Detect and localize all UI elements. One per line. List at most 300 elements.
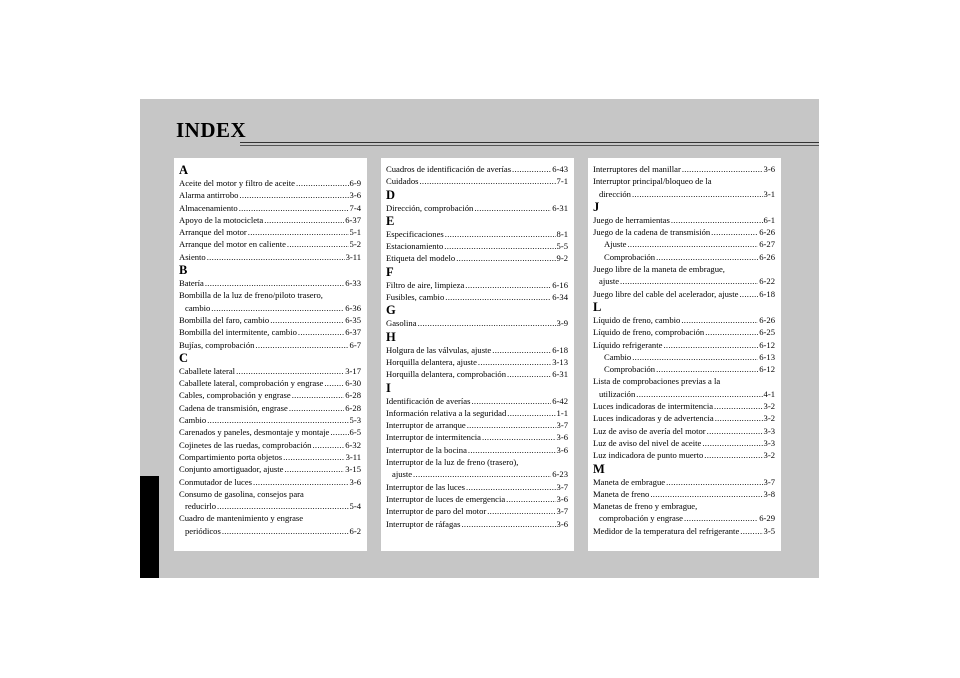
index-entry-text: Especificaciones — [386, 228, 444, 239]
index-entry — [386, 279, 568, 291]
index-entry-page: 6-36 — [345, 302, 361, 313]
index-letter-heading: B — [179, 263, 188, 278]
index-entry — [386, 240, 568, 252]
index-entry-text: Interruptores del manillar — [593, 164, 681, 174]
dot-leader — [222, 525, 349, 537]
index-entry-text: Interruptor de arranque — [386, 420, 466, 431]
index-entry — [386, 368, 568, 380]
dot-leader — [467, 419, 556, 431]
dot-leader — [239, 189, 348, 201]
index-entry-page: 6-23 — [552, 469, 568, 480]
index-entry-page: 6-26 — [759, 251, 775, 262]
index-entry-text: reducirlo — [185, 501, 217, 512]
dot-leader — [419, 175, 555, 187]
dot-leader — [682, 163, 763, 175]
index-entry-text: Cables, comprobación y engrase — [179, 390, 291, 401]
dot-leader — [711, 226, 758, 238]
index-entry — [179, 202, 361, 214]
index-entry-text: cambio — [185, 302, 211, 313]
dot-leader — [705, 326, 758, 338]
index-entry-text: Interruptor de paro del motor — [386, 506, 487, 517]
index-entry — [179, 414, 361, 426]
index-entry — [386, 163, 568, 175]
index-entry-page: 6-7 — [349, 339, 361, 350]
dot-leader — [466, 481, 556, 493]
index-entry-page: 6-5 — [349, 427, 361, 438]
dot-leader — [507, 407, 555, 419]
dot-leader — [507, 368, 551, 380]
title-rule-thin — [240, 145, 819, 146]
dot-leader — [704, 449, 762, 461]
index-entry-text: Maneta de embrague — [593, 476, 666, 487]
index-entry-text: Luces indicadoras de intermitencia — [593, 401, 714, 412]
index-entry-page: 7-1 — [556, 176, 568, 187]
index-entry — [179, 439, 361, 451]
index-entry-text: Comprobación — [604, 251, 656, 262]
index-entry-text: Asiento — [179, 251, 206, 262]
section-tab — [140, 476, 159, 578]
index-letter-heading: A — [179, 163, 189, 177]
dot-leader — [715, 412, 763, 424]
index-entry-page: 7-4 — [349, 202, 361, 213]
index-entry-text: Líquido refrigerante — [593, 339, 663, 350]
index-entry — [179, 365, 361, 377]
index-entry-text: Arranque del motor — [179, 227, 247, 238]
dot-leader — [465, 279, 551, 291]
dot-leader — [487, 505, 555, 517]
index-entry — [179, 326, 361, 338]
index-entry-page: 3-9 — [556, 318, 568, 329]
dot-leader — [740, 525, 762, 537]
index-entry-text: Compartimiento porta objetos — [179, 451, 283, 462]
index-entry — [179, 238, 361, 250]
index-entry — [593, 238, 775, 250]
index-entry-page: 5-2 — [349, 239, 361, 250]
index-entry-text: Bombilla del intermitente, cambio — [179, 327, 297, 338]
index-entry — [386, 431, 568, 443]
index-entry-page: 6-37 — [345, 327, 361, 338]
index-entry-page: 5-1 — [349, 227, 361, 238]
index-entry-text: Aceite del motor y filtro de aceite — [179, 178, 295, 188]
index-entry-text: Cambio — [179, 415, 207, 426]
dot-leader — [482, 431, 556, 443]
dot-leader — [632, 188, 763, 200]
index-entry — [593, 437, 775, 449]
index-entry-page: 3-6 — [556, 518, 568, 529]
index-entry — [179, 451, 361, 463]
index-entry-text: Conjunto amortiguador, ajuste — [179, 464, 284, 475]
dot-leader — [324, 377, 344, 389]
index-column-3 — [588, 158, 781, 551]
title-rule — [240, 142, 819, 143]
index-entry — [386, 228, 568, 240]
index-entry — [179, 277, 361, 289]
index-entry — [179, 302, 361, 314]
index-entry-page: 6-1 — [763, 214, 775, 225]
index-entry — [386, 356, 568, 368]
index-entry-text: utilización — [599, 388, 636, 399]
index-entry-page: 9-2 — [556, 253, 568, 264]
index-entry-text: Luz de aviso del nivel de aceite — [593, 437, 702, 448]
index-column-2 — [381, 158, 574, 551]
index-entry-page: 5-4 — [349, 501, 361, 512]
dot-leader — [253, 476, 349, 488]
index-entry-page: 3-11 — [345, 451, 361, 462]
index-entry-head: Bombilla de la luz de freno/piloto trasero, — [179, 290, 323, 301]
dot-leader — [471, 395, 551, 407]
index-entry — [593, 288, 775, 300]
dot-leader — [684, 512, 758, 524]
index-entry — [593, 388, 775, 400]
index-entry — [593, 251, 775, 263]
dot-leader — [239, 202, 349, 214]
dot-leader — [627, 238, 758, 250]
index-entry — [179, 525, 361, 537]
index-entry-text: Interruptor de ráfagas — [386, 518, 461, 529]
index-entry-text: Batería — [179, 278, 204, 289]
index-entry-head: Manetas de freno y embrague, — [593, 501, 698, 512]
dot-leader — [636, 388, 762, 400]
index-entry-page: 3-1 — [763, 188, 775, 199]
index-entry-page: 3-17 — [345, 365, 361, 376]
index-entry-page: 6-27 — [759, 239, 775, 250]
index-entry-text: periódicos — [185, 525, 221, 536]
index-entry-page: 3-7 — [556, 506, 568, 517]
index-entry-text: ajuste — [599, 276, 620, 287]
index-entry-text: Interruptor de las luces — [386, 481, 465, 492]
dot-leader — [284, 463, 344, 475]
index-entry — [593, 326, 775, 338]
dot-leader — [506, 493, 555, 505]
page-title: INDEX — [176, 118, 247, 142]
index-entry-page: 6-37 — [345, 214, 361, 225]
index-entry-page: 3-6 — [763, 164, 775, 174]
index-entry-page: 6-25 — [759, 327, 775, 338]
dot-leader — [468, 444, 556, 456]
index-entry-head: Interruptor de la luz de freno (trasero), — [386, 457, 519, 468]
index-entry-text: comprobación y engrase — [599, 513, 683, 524]
index-entry-page: 6-26 — [759, 314, 775, 325]
index-entry-page: 6-42 — [552, 395, 568, 406]
index-entry-page: 3-5 — [763, 525, 775, 536]
index-entry-text: Almacenamiento — [179, 202, 238, 213]
dot-leader — [445, 291, 551, 303]
index-entry-text: Conmutador de luces — [179, 476, 253, 487]
index-entry — [386, 468, 568, 480]
index-entry — [593, 214, 775, 226]
index-entry-text: Medidor de la temperatura del refrigerante — [593, 525, 740, 536]
index-letter-heading: M — [593, 461, 605, 476]
index-entry — [593, 339, 775, 351]
dot-leader — [298, 326, 344, 338]
index-entry — [386, 505, 568, 517]
index-entry — [593, 488, 775, 500]
index-entry-page: 6-31 — [552, 202, 568, 213]
index-entry — [593, 512, 775, 524]
dot-leader — [512, 163, 551, 175]
index-entry-head: Consumo de gasolina, consejos para — [179, 488, 304, 499]
index-entry-page: 5-5 — [556, 241, 568, 252]
index-entry-page: 6-30 — [345, 378, 361, 389]
dot-leader — [289, 402, 344, 414]
index-entry-page: 3-2 — [763, 413, 775, 424]
index-entry-page: 1-1 — [556, 407, 568, 418]
index-entry-page: 3-8 — [763, 488, 775, 499]
dot-leader — [456, 252, 555, 264]
index-entry-text: ajuste — [392, 469, 413, 480]
index-letter-heading: C — [179, 350, 189, 365]
index-letter-heading: E — [386, 213, 395, 228]
dot-leader — [270, 314, 344, 326]
dot-leader — [283, 451, 344, 463]
index-entry-page: 3-2 — [763, 401, 775, 412]
index-entry — [593, 226, 775, 238]
dot-leader — [707, 425, 763, 437]
index-entry-head: Juego libre de la maneta de embrague, — [593, 264, 725, 275]
index-entry-page: 3-15 — [345, 464, 361, 475]
index-entry-text: Juego libre del cable del acelerador, ajuste — [593, 288, 739, 299]
index-letter-heading: J — [593, 199, 600, 214]
index-entry-page: 4-1 — [763, 388, 775, 399]
dot-leader — [461, 518, 555, 530]
index-entry-page: 6-34 — [552, 292, 568, 303]
index-entry — [179, 377, 361, 389]
dot-leader — [207, 251, 345, 263]
index-entry-page: 3-3 — [763, 437, 775, 448]
dot-leader — [255, 339, 348, 351]
index-entry-text: Alarma antirrobo — [179, 190, 239, 201]
index-entry-text: Cojinetes de las ruedas, comprobación — [179, 439, 312, 450]
dot-leader — [248, 226, 349, 238]
index-entry-page: 6-43 — [552, 164, 568, 174]
index-entry-text: Etiqueta del modelo — [386, 253, 456, 264]
index-entry — [593, 449, 775, 461]
index-entry — [179, 500, 361, 512]
index-entry-text: Bombilla del faro, cambio — [179, 314, 270, 325]
index-entry — [386, 291, 568, 303]
index-entry — [179, 214, 361, 226]
index-entry-text: Cuidados — [386, 176, 419, 187]
index-entry-page: 5-3 — [349, 415, 361, 426]
index-entry — [593, 314, 775, 326]
index-entry — [386, 444, 568, 456]
dot-leader — [445, 228, 556, 240]
index-entry — [593, 351, 775, 363]
index-entry-page: 3-6 — [556, 493, 568, 504]
dot-leader — [330, 426, 348, 438]
dot-leader — [287, 238, 349, 250]
index-entry — [386, 407, 568, 419]
index-entry-page: 3-2 — [763, 450, 775, 461]
index-entry-page: 6-22 — [759, 276, 775, 287]
index-entry-text: Interruptor de luces de emergencia — [386, 493, 506, 504]
index-entry-text: Horquilla delantera, ajuste — [386, 356, 477, 367]
index-entry-page: 6-33 — [345, 278, 361, 289]
index-entry-text: Juego de herramientas — [593, 214, 670, 225]
index-entry-text: Luz indicadora de punto muerto — [593, 450, 704, 461]
index-entry — [179, 476, 361, 488]
index-entry-text: Holgura de las válvulas, ajuste — [386, 344, 492, 355]
index-letter-heading: G — [386, 303, 396, 318]
dot-leader — [207, 414, 348, 426]
index-entry-text: Luces indicadoras y de advertencia — [593, 413, 714, 424]
index-entry — [386, 493, 568, 505]
index-entry-page: 6-28 — [345, 402, 361, 413]
index-entry-page: 3-3 — [763, 425, 775, 436]
index-entry — [179, 463, 361, 475]
dot-leader — [620, 275, 758, 287]
index-entry-page: 6-16 — [552, 279, 568, 290]
index-entry-page: 3-7 — [556, 420, 568, 431]
dot-leader — [492, 344, 551, 356]
index-entry — [179, 339, 361, 351]
index-entry — [386, 252, 568, 264]
index-entry-text: Maneta de freno — [593, 488, 650, 499]
index-entry-text: Cadena de transmisión, engrase — [179, 402, 288, 413]
index-entry-text: Dirección, comprobación — [386, 202, 474, 213]
dot-leader — [217, 500, 349, 512]
index-entry — [593, 476, 775, 488]
dot-leader — [681, 314, 758, 326]
index-entry-text: Carenados y paneles, desmontaje y montaje — [179, 427, 330, 438]
index-entry-page: 3-13 — [552, 356, 568, 367]
index-entry — [386, 344, 568, 356]
index-entry — [179, 177, 361, 189]
dot-leader — [656, 363, 758, 375]
index-entry-page: 3-6 — [556, 444, 568, 455]
index-entry — [386, 175, 568, 187]
index-entry — [386, 481, 568, 493]
index-entry — [593, 400, 775, 412]
dot-leader — [264, 214, 344, 226]
dot-leader — [296, 177, 349, 189]
dot-leader — [236, 365, 344, 377]
index-entry-page: 6-18 — [759, 288, 775, 299]
index-entry-head: Lista de comprobaciones previas a la — [593, 376, 721, 387]
index-entry-page: 3-7 — [763, 476, 775, 487]
dot-leader — [632, 351, 758, 363]
index-entry — [179, 226, 361, 238]
index-entry — [386, 518, 568, 530]
index-entry-text: Arranque del motor en caliente — [179, 239, 286, 250]
index-entry-page: 6-28 — [345, 390, 361, 401]
dot-leader — [656, 251, 758, 263]
index-entry-page: 8-1 — [556, 228, 568, 239]
index-entry — [593, 412, 775, 424]
index-entry-text: Juego de la cadena de transmisión — [593, 227, 711, 238]
index-entry — [593, 363, 775, 375]
index-entry-page: 3-6 — [349, 476, 361, 487]
index-entry-text: dirección — [599, 188, 631, 199]
index-entry-head: Cuadro de mantenimiento y engrase — [179, 513, 304, 524]
dot-leader — [444, 240, 555, 252]
index-entry-text: Ajuste — [604, 239, 627, 250]
index-letter-heading: H — [386, 329, 396, 344]
index-entry-text: Bujías, comprobación — [179, 339, 255, 350]
index-entry-text: Cuadros de identificación de averías — [386, 164, 512, 174]
index-entry-page: 3-6 — [556, 432, 568, 443]
index-entry-page: 6-12 — [759, 364, 775, 375]
dot-leader — [663, 339, 758, 351]
dot-leader — [650, 488, 762, 500]
index-entry-page: 6-18 — [552, 344, 568, 355]
index-entry-page: 6-13 — [759, 351, 775, 362]
index-entry — [593, 525, 775, 537]
index-entry-text: Luz de aviso de avería del motor — [593, 425, 706, 436]
dot-leader — [211, 302, 344, 314]
dot-leader — [478, 356, 551, 368]
dot-leader — [739, 288, 758, 300]
index-entry-page: 3-11 — [345, 251, 361, 262]
index-entry-text: Horquilla delantera, comprobación — [386, 369, 507, 380]
index-entry — [593, 425, 775, 437]
index-column-1 — [174, 158, 367, 551]
index-entry-text: Comprobación — [604, 364, 656, 375]
dot-leader — [292, 389, 345, 401]
index-entry-page: 6-9 — [349, 178, 361, 188]
index-entry — [179, 426, 361, 438]
dot-leader — [312, 439, 344, 451]
index-entry-text: Caballete lateral, comprobación y engrase — [179, 378, 324, 389]
index-entry — [179, 251, 361, 263]
index-letter-heading: F — [386, 264, 394, 279]
index-letter-heading: D — [386, 187, 396, 202]
index-entry-head: Interruptor principal/bloqueo de la — [593, 176, 712, 187]
index-entry — [179, 189, 361, 201]
index-entry-text: Interruptor de la bocina — [386, 444, 467, 455]
dot-leader — [413, 468, 551, 480]
index-entry — [179, 389, 361, 401]
index-entry-page: 6-31 — [552, 369, 568, 380]
index-entry-page: 6-32 — [345, 439, 361, 450]
index-entry-text: Interruptor de intermitencia — [386, 432, 481, 443]
index-entry-page: 3-7 — [556, 481, 568, 492]
index-entry-page: 6-12 — [759, 339, 775, 350]
index-entry — [386, 419, 568, 431]
dot-leader — [418, 317, 556, 329]
dot-leader — [666, 476, 762, 488]
index-entry-text: Líquido de freno, comprobación — [593, 327, 705, 338]
index-entry-text: Información relativa a la seguridad — [386, 407, 507, 418]
dot-leader — [474, 202, 551, 214]
index-entry-text: Estacionamiento — [386, 241, 444, 252]
index-entry-text: Líquido de freno, cambio — [593, 314, 681, 325]
index-entry — [386, 317, 568, 329]
index-entry-text: Cambio — [604, 351, 632, 362]
index-entry — [593, 188, 775, 200]
manual-page — [140, 99, 819, 578]
index-entry-text: Caballete lateral — [179, 365, 236, 376]
index-entry — [179, 402, 361, 414]
dot-leader — [702, 437, 762, 449]
index-entry-text: Fusibles, cambio — [386, 292, 445, 303]
dot-leader — [205, 277, 344, 289]
dot-leader — [714, 400, 763, 412]
index-entry-text: Filtro de aire, limpieza — [386, 279, 465, 290]
index-letter-heading: I — [386, 380, 391, 395]
index-entry — [386, 395, 568, 407]
index-entry — [179, 314, 361, 326]
index-entry — [593, 275, 775, 287]
index-entry — [593, 163, 775, 175]
index-entry-text: Identificación de averías — [386, 395, 471, 406]
index-entry-page: 6-35 — [345, 314, 361, 325]
index-entry-text: Apoyo de la motocicleta — [179, 214, 264, 225]
index-letter-heading: L — [593, 299, 602, 314]
index-entry-text: Gasolina — [386, 318, 417, 329]
index-entry-page: 6-2 — [349, 525, 361, 536]
index-entry-page: 3-6 — [349, 190, 361, 201]
